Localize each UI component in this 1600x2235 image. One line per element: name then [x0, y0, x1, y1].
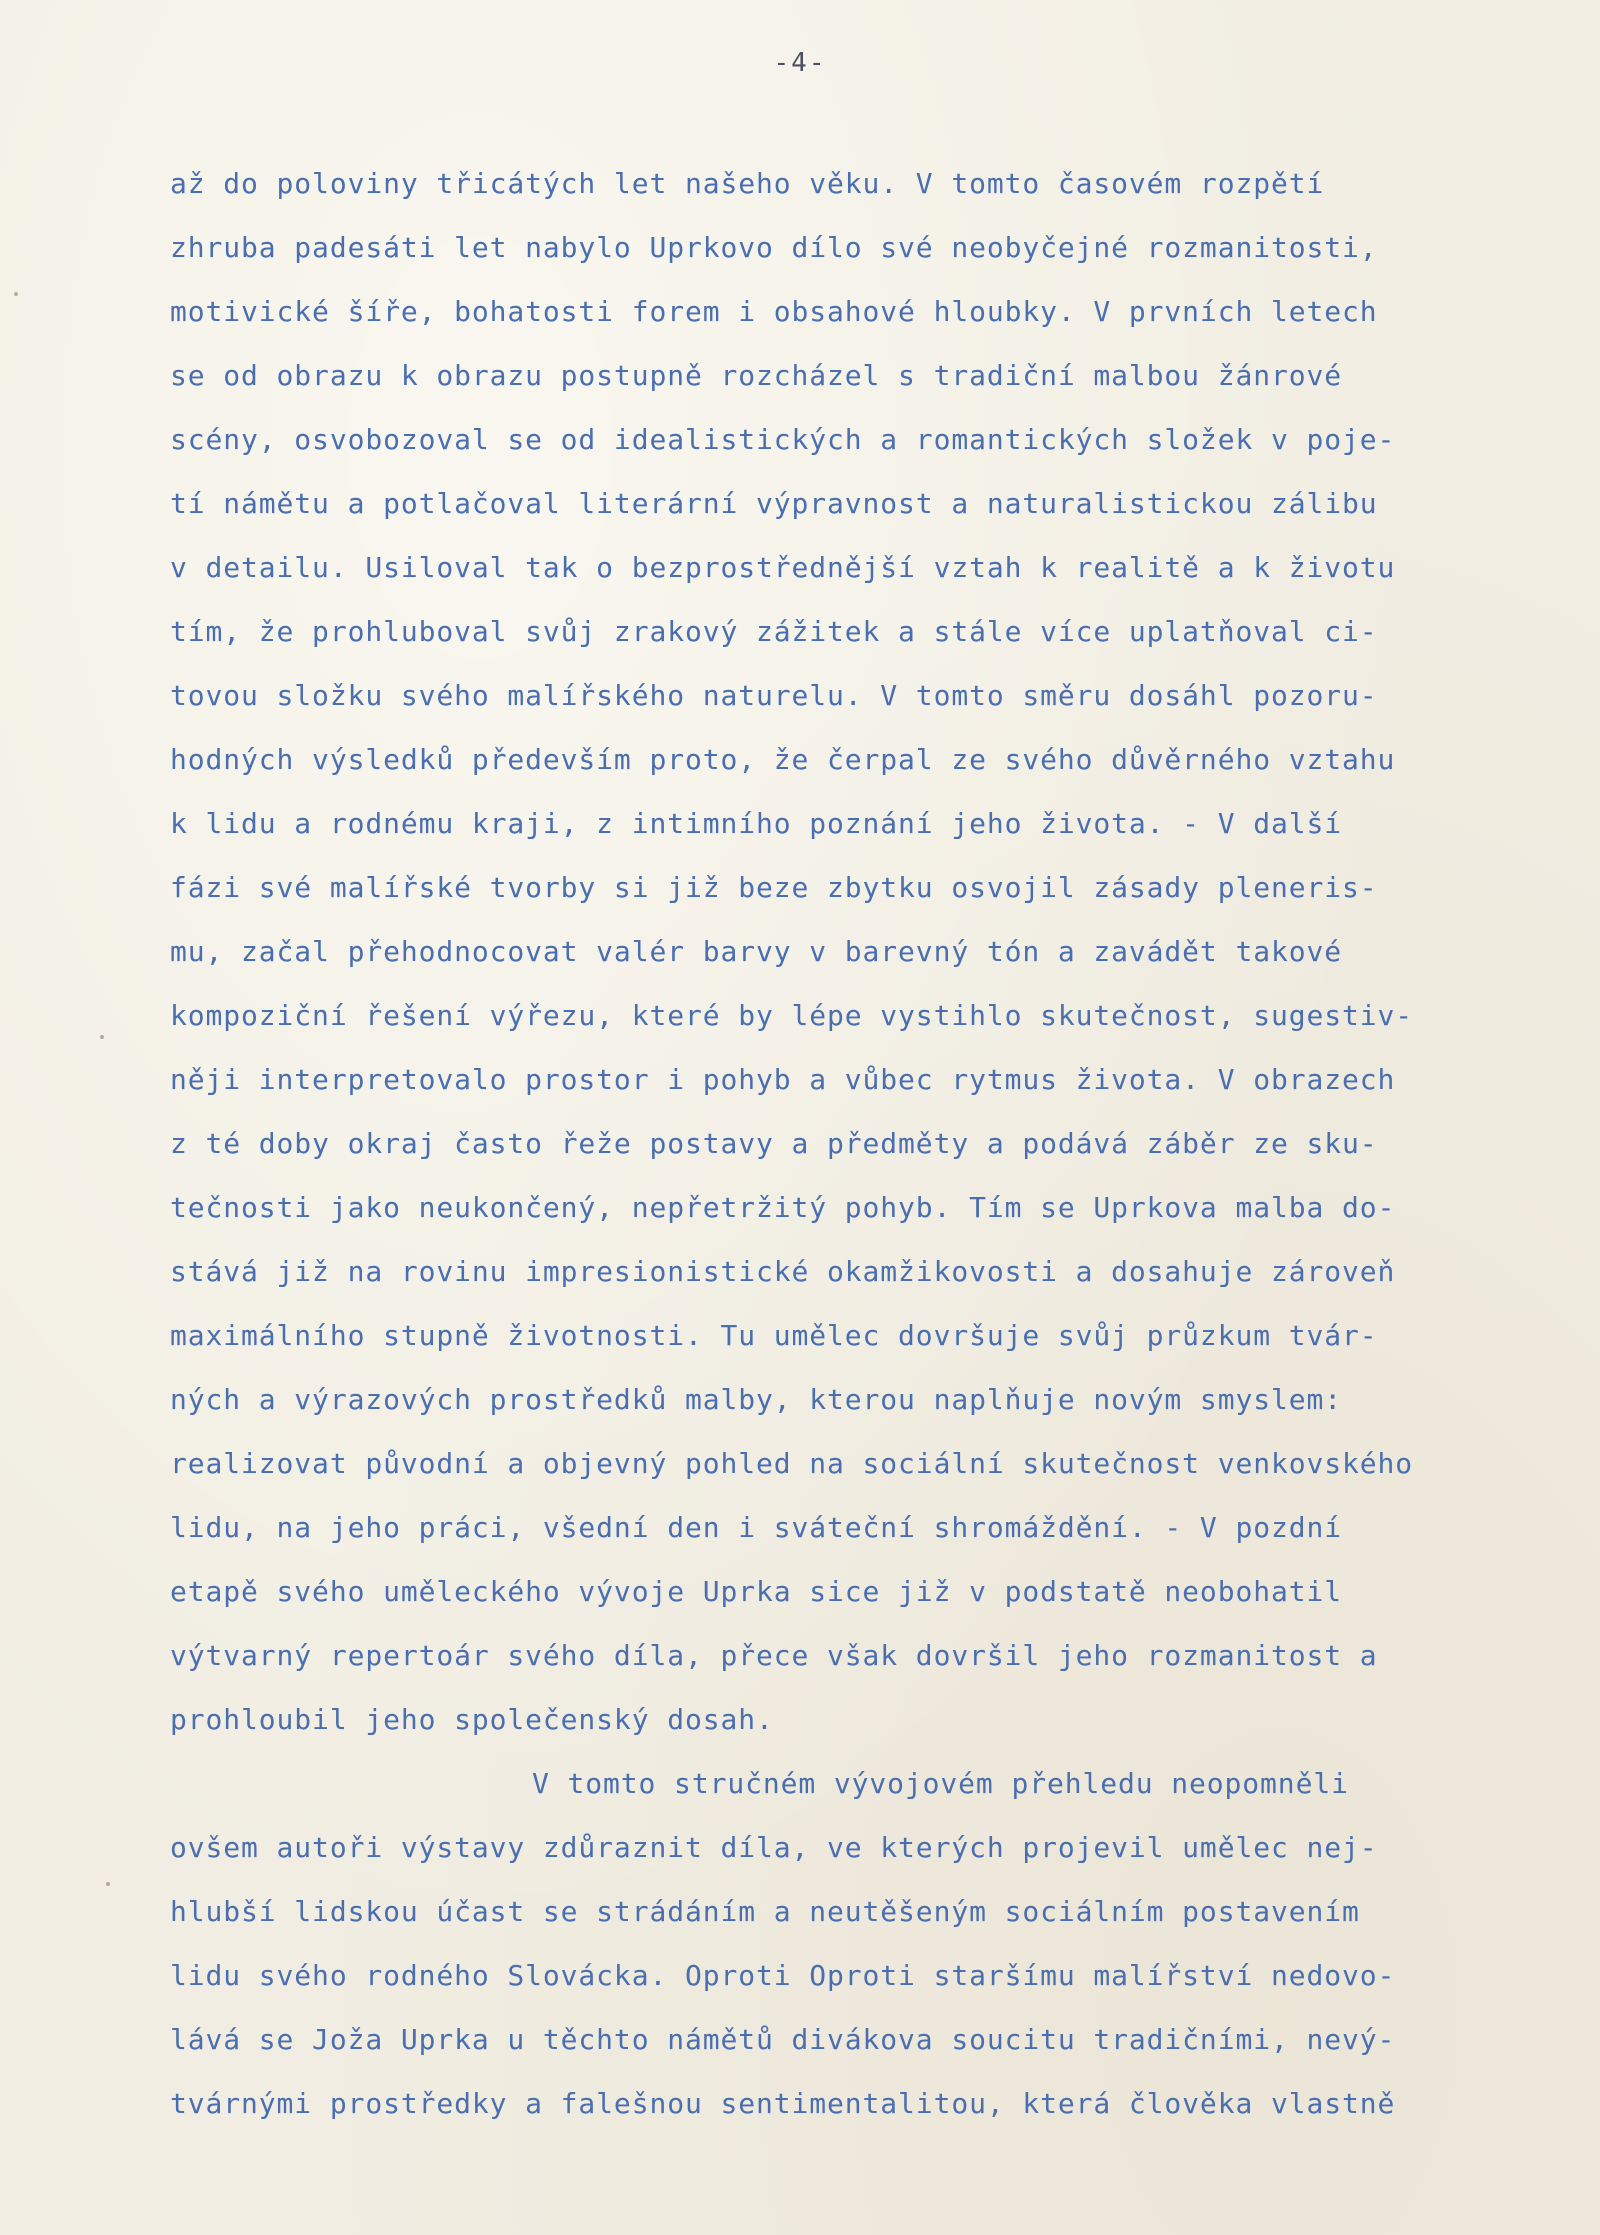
text-line: až do poloviny třicátých let našeho věku. V tomto časovém rozpětí [170, 167, 1325, 200]
text-line: stává již na rovinu impresionistické okamžikovosti a dosahuje zároveň [170, 1255, 1396, 1288]
text-line: scény, osvobozoval se od idealistických a romantických složek v poje- [170, 423, 1396, 456]
text-line: ných a výrazových prostředků malby, kterou naplňuje novým smyslem: [170, 1383, 1342, 1416]
text-line: k lidu a rodnému kraji, z intimního poznání jeho života. - V další [170, 807, 1342, 840]
text-line: hodných výsledků především proto, že čerpal ze svého důvěrného vztahu [170, 743, 1396, 776]
text-line: maximálního stupně životnosti. Tu umělec dovršuje svůj průzkum tvár- [170, 1319, 1378, 1352]
text-line: tvárnými prostředky a falešnou sentimentalitou, která člověka vlastně [170, 2087, 1396, 2120]
paragraph-start-line: V tomto stručném vývojovém přehledu neopomněli [532, 1767, 1349, 1800]
text-line: v detailu. Usiloval tak o bezprostřednější vztah k realitě a k životu [170, 551, 1396, 584]
text-line: se od obrazu k obrazu postupně rozcházel s tradiční malbou žánrové [170, 359, 1342, 392]
text-line: etapě svého uměleckého vývoje Uprka sice již v podstatě neobohatil [170, 1575, 1342, 1608]
text-line: tečnosti jako neukončený, nepřetržitý pohyb. Tím se Uprkova malba do- [170, 1191, 1396, 1224]
text-line: realizovat původní a objevný pohled na sociální skutečnost venkovského [170, 1447, 1414, 1480]
page-number: -4- [773, 48, 827, 78]
text-line: tím, že prohluboval svůj zrakový zážitek a stále více uplatňoval ci- [170, 615, 1378, 648]
text-line: tí námětu a potlačoval literární výpravnost a naturalistickou zálibu [170, 487, 1378, 520]
typewritten-body [170, 152, 1580, 2136]
text-line: lává se Joža Uprka u těchto námětů divákova soucitu tradičními, nevý- [170, 2023, 1396, 2056]
text-line: něji interpretovalo prostor i pohyb a vůbec rytmus života. V obrazech [170, 1063, 1396, 1096]
text-line: fázi své malířské tvorby si již beze zbytku osvojil zásady pleneris- [170, 871, 1378, 904]
paper-speck [14, 292, 18, 296]
text-line: lidu svého rodného Slovácka. Oproti Oproti staršímu malířství nedovo- [170, 1959, 1396, 1992]
text-line: hlubší lidskou účast se strádáním a neutěšeným sociálním postavením [170, 1895, 1360, 1928]
text-line: tovou složku svého malířského naturelu. V tomto směru dosáhl pozoru- [170, 679, 1378, 712]
text-line: z té doby okraj často řeže postavy a předměty a podává záběr ze sku- [170, 1127, 1378, 1160]
text-line: prohloubil jeho společenský dosah. [170, 1703, 774, 1736]
text-line: kompoziční řešení výřezu, které by lépe vystihlo skutečnost, sugestiv- [170, 999, 1414, 1032]
text-line: zhruba padesáti let nabylo Uprkovo dílo své neobyčejné rozmanitosti, [170, 231, 1378, 264]
text-line: ovšem autoři výstavy zdůraznit díla, ve kterých projevil umělec nej- [170, 1831, 1378, 1864]
text-line: motivické šíře, bohatosti forem i obsahové hloubky. V prvních letech [170, 295, 1378, 328]
text-line: lidu, na jeho práci, všední den i sváteční shromáždění. - V pozdní [170, 1511, 1342, 1544]
text-line: mu, začal přehodnocovat valér barvy v barevný tón a zavádět takové [170, 935, 1342, 968]
paper-speck [106, 1882, 110, 1886]
text-line: výtvarný repertoár svého díla, přece však dovršil jeho rozmanitost a [170, 1639, 1378, 1672]
paper-speck [100, 1035, 104, 1039]
